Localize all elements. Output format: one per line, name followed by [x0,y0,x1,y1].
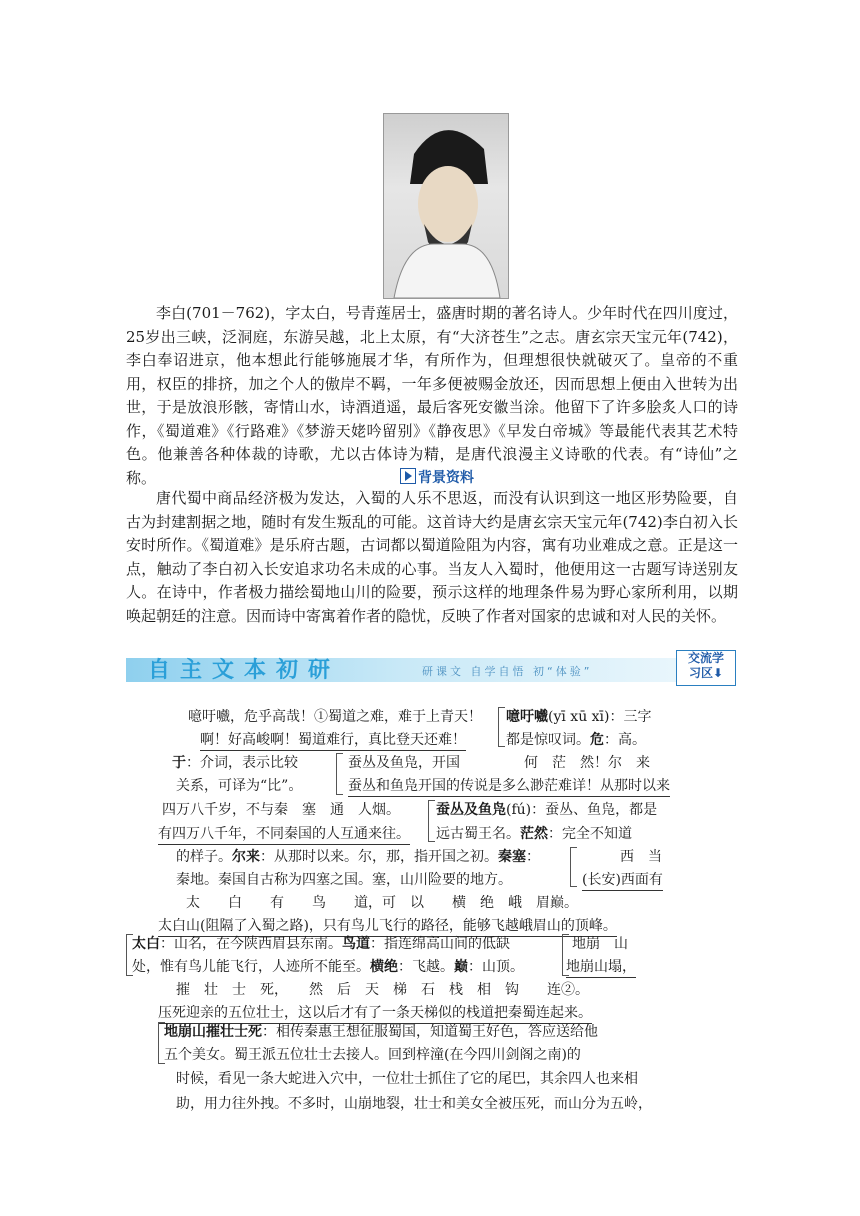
note-mangran: 远古蜀王名。茫然：完全不知道 [436,826,632,842]
note-bracket [428,800,435,842]
note-dibeng-2: 五个美女。蜀王派五位壮士去接人。回到梓潼(在今四川剑阁之南)的 [164,1047,581,1063]
translation-line-1: 啊！好高峻啊！蜀道难行，真比登天还难！ [200,730,466,751]
li-bai-portrait [383,113,509,299]
poem-line-1: 噫吁嚱，危乎高哉！①蜀道之难，难于上青天！ [188,709,482,725]
poem-line-4: 太 白 有 鸟 道，可 以 横 绝 峨 眉巅。 [186,895,578,911]
banner-subtitle: 研课文 自学自悟 初“体验” [422,665,593,678]
note-1: 噫吁嚱(yī xū xī)：三字 [506,709,652,725]
translation-line-5: 压死迎亲的五位壮士，这以后才有了一条天梯似的栈道把秦蜀连起来。 [158,1003,592,1024]
poem-line-2b: 何 茫 然！尔 来 [524,755,650,771]
note-yu-2: 关系，可译为“比”。 [176,778,303,794]
note-cancong: 蚕丛及鱼凫(fú)：蚕丛、鱼凫，都是 [436,802,658,818]
background-heading: 背景资料 [400,466,474,487]
translation-line-2: 蚕丛和鱼凫开国的传说是多么渺茫难详！从那时以来 [348,776,670,797]
note-bracket [498,707,505,747]
exchange-area-button[interactable] [676,650,736,686]
exchange-label-1: 交流学 [687,651,724,665]
poem-line-5: 摧 壮 士 死， 然 后 天 梯 石 栈 相 钩 连②。 [176,982,589,998]
poem-line-4a: 西 当 [620,849,662,865]
note-dibeng-3: 时候，看见一条大蛇进入穴中，一位壮士抓住了它的尾巴，其余四人也来相 [176,1071,638,1087]
translation-line-3: 有四万八千年，不同秦国的人互通来往。 [158,824,410,845]
translation-line-4a: (长安)西面有 [582,870,663,891]
note-erlai: 的样子。尔来：从那时以来。尔，那，指开国之初。秦塞： [176,849,540,865]
note-dibeng: 地崩山摧壮士死：相传秦惠王想征服蜀国，知道蜀王好色，答应送给他 [164,1024,598,1040]
background-text: 唐代蜀中商品经济极为发达，入蜀的人乐不思返，而没有认识到这一地区形势险要，自古为封建割据之地，随时有发生叛乱的可能。这首诗大约是唐玄宗天宝元年(742)李白初入长安时所作。《蜀道难》是乐府古题，古词都以蜀道险阻为内容，寓有功业难成之意。正是这一点，触动了李白初入长安追求功名未成的心事。当友人入蜀时，他便用这一古题写诗送别友人。在诗中，作者极力描绘蜀地山川的险要，预示这样的地理条件易为野心家所利用，以期唤起朝廷的注意。因而诗中寄寓着作者的隐忧，反映了作者对国家的忠诚和对人民的关怀。 [126,489,738,625]
note-bracket [570,847,577,887]
note-qinsai: 秦地。秦国自古称为四塞之国。塞，山川险要的地方。 [176,872,512,888]
translation-line-4: 太白山(阻隔了入蜀之路)，只有鸟儿飞行的路径，能够飞越峨眉山的顶峰。 [158,916,617,937]
banner-title: 自主文本初研 [148,658,341,683]
section-banner [126,650,738,684]
note-bracket [336,753,343,795]
author-biography: 李白(701－762)，字太白，号青莲居士，盛唐时期的著名诗人。少年时代在四川度过，25岁出三峡，泛洞庭，东游吴越，北上太原，有“大济苍生”之志。唐玄宗天宝元年(742)，李白奉诏进京，他本想此行能够施展才华，有所作为，但理想很快就破灭了。皇帝的不重用，权臣的排挤，加之个人的傲岸不羁，一年多便被赐金放还，因而思想上便由入世转为出世，于是放浪形骸，寄情山水，诗酒逍遥，最后客死安徽当涂。他留下了许多脍炙人口的诗作，《蜀道难》《行路难》《梦游天姥吟留别》《静夜思》《早发白帝城》等最能代表其艺术特色。他兼善各种体裁的诗歌，尤以古体诗为精，是唐代浪漫主义诗歌的代表。有“诗仙”之称。 [126,304,738,487]
note-hengjue: 处，惟有鸟儿能飞行，人迹所不能至。横绝：飞越。巅：山顶。 [132,959,524,975]
play-icon [400,468,416,484]
note-yu: 于：介词，表示比较 [172,755,298,771]
note-taibai: 太白：山名，在今陕西眉县东南。鸟道：指连绵高山间的低缺 [132,936,510,952]
poem-line-3: 四万八千岁，不与秦 塞 通 人烟。 [162,802,400,818]
exchange-label-2: 习区⬇ [688,666,724,680]
note-1b: 都是惊叹词。危：高。 [506,732,646,748]
poem-line-5a: 地崩 山 [572,936,628,952]
note-dibeng-4: 助，用力往外拽。不多时，山崩地裂，壮士和美女全被压死，而山分为五岭， [176,1096,652,1112]
translation-line-5a: 地崩山塌， [566,957,636,978]
poem-line-2a: 蚕丛及鱼凫，开国 [348,755,460,771]
